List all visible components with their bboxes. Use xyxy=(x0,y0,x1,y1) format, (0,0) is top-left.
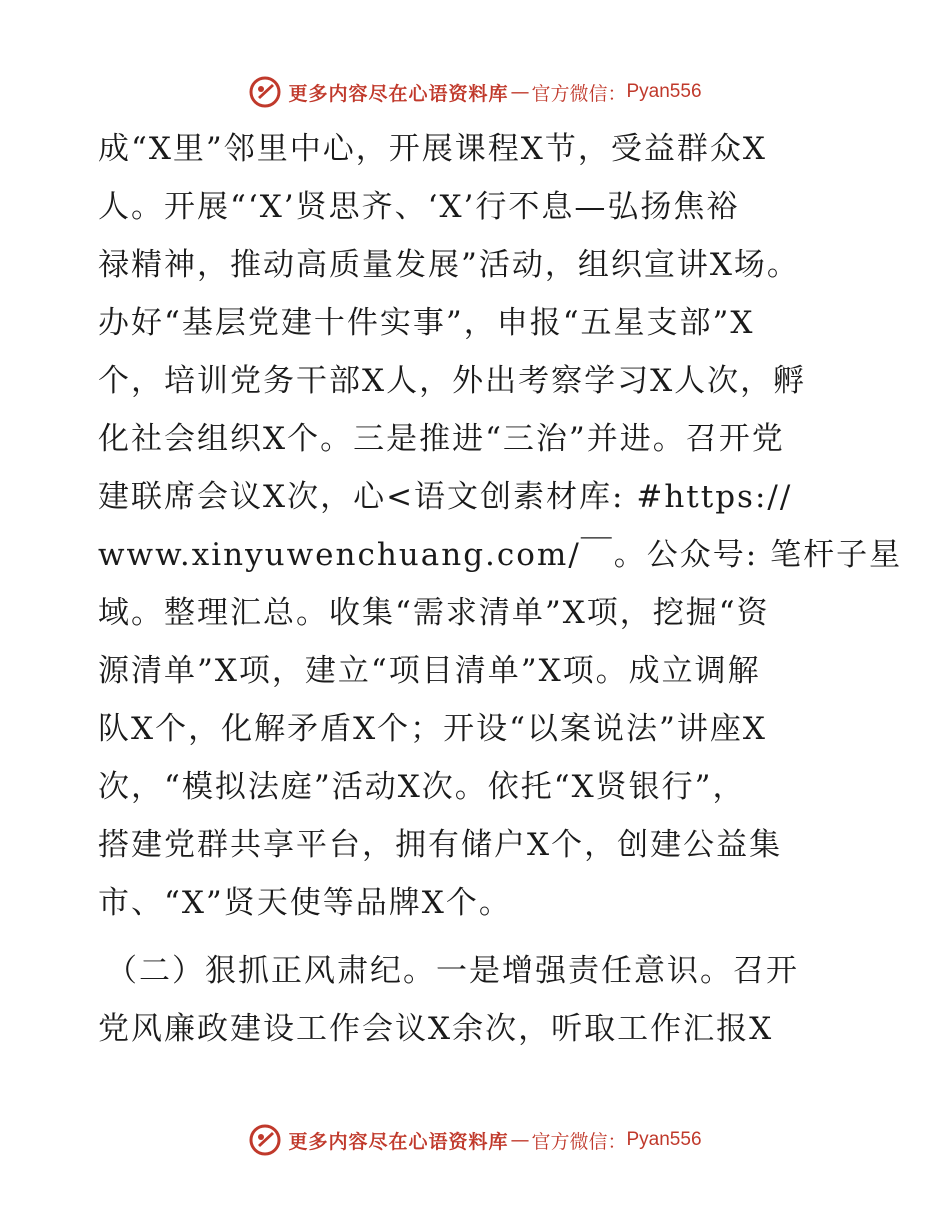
text-line: 域。整理汇总。收集“需求清单”X项，挖掘“资 xyxy=(98,595,770,631)
document-body xyxy=(98,120,903,1058)
paragraph-gap xyxy=(98,932,858,942)
paragraph-2 xyxy=(98,942,858,1058)
text-line: 源清单”X项，建立“项目清单”X项。成立调解 xyxy=(98,653,761,689)
paragraph-1 xyxy=(98,120,903,932)
text-line: 禄精神，推动高质量发展”活动，组织宣讲X场。 xyxy=(98,247,800,283)
header-banner xyxy=(0,72,950,112)
brand-logo-icon xyxy=(248,1123,282,1157)
text-line: 化社会组织X个。三是推进“三治”并进。召开党 xyxy=(98,421,785,457)
footer-main-text: 更多内容尽在心语资料库 xyxy=(288,1130,509,1153)
text-line: （二）狠抓正风肃纪。一是增强责任意识。召开 xyxy=(106,953,799,989)
text-line: 建联席会议X次，心<语文创素材库: #https:// xyxy=(98,479,793,515)
text-line: 市、“X”贤天使等品牌X个。 xyxy=(98,885,512,921)
footer-banner xyxy=(0,1120,950,1160)
text-line: 个，培训党务干部X人，外出考察学习X人次，孵 xyxy=(98,363,807,399)
text-line: www.xinyuwenchuang.com/￣。公众号: 笔杆子星 xyxy=(98,537,903,573)
header-main-text: 更多内容尽在心语资料库 xyxy=(288,82,509,105)
header-sub-text: 官方微信： xyxy=(531,82,627,105)
text-line: 搭建党群共享平台，拥有储户X个，创建公益集 xyxy=(98,827,783,863)
brand-logo-icon xyxy=(248,75,282,109)
footer-sub-text: 官方微信： xyxy=(531,1130,627,1153)
text-line: 成“X里”邻里中心，开展课程X节，受益群众X xyxy=(98,131,767,167)
text-line: 人。开展“‘X’贤思齐、‘X’行不息—弘扬焦裕 xyxy=(98,189,740,225)
footer-dash: — xyxy=(510,1129,530,1151)
text-line: 队X个，化解矛盾X个；开设“以案说法”讲座X xyxy=(98,711,767,747)
text-line: 党风廉政建设工作会议X余次，听取工作汇报X xyxy=(98,1011,774,1047)
header-handle: Pyan556 xyxy=(626,81,702,102)
header-dash: — xyxy=(510,81,530,103)
footer-handle: Pyan556 xyxy=(626,1129,702,1150)
text-line: 办好“基层党建十件实事”，申报“五星支部”X xyxy=(98,305,755,341)
text-line: 次，“模拟法庭”活动X次。依托“X贤银行”， xyxy=(98,769,746,805)
